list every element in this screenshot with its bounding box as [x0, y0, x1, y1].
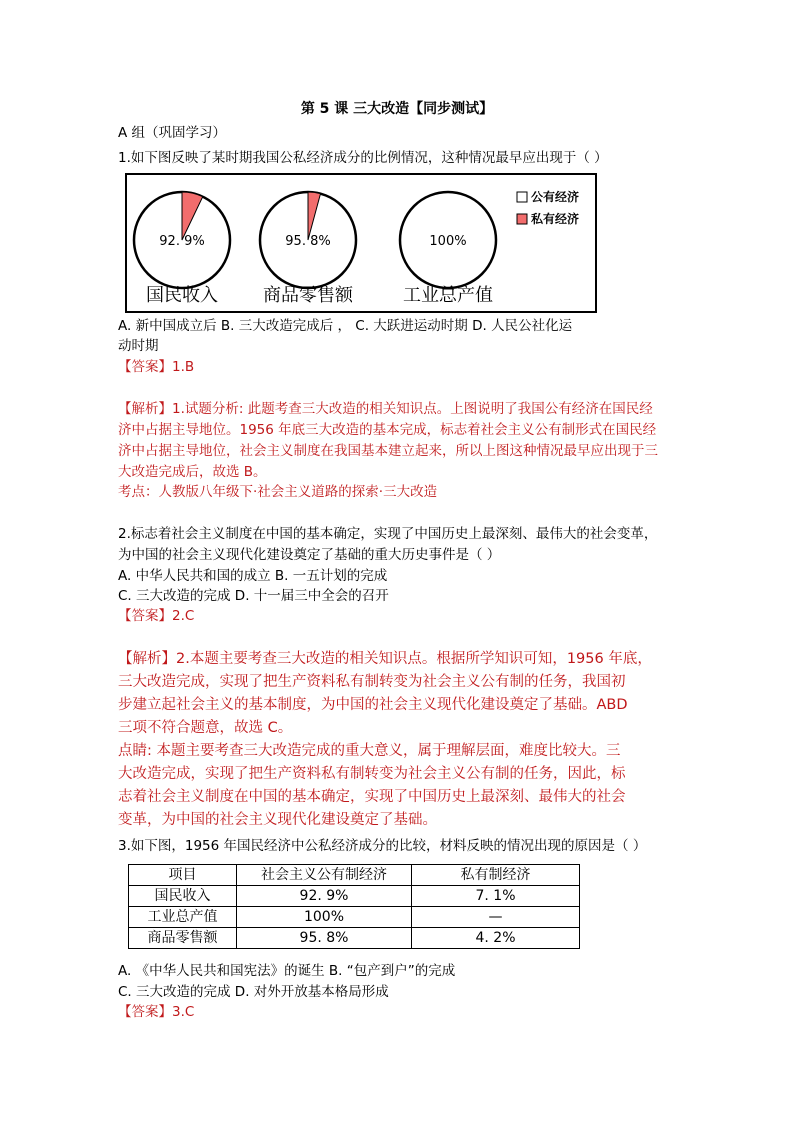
q1-analysis-line: 【解析】1.试题分析: 此题考查三大改造的相关知识点。上图说明了我国公有经济在国民经: [118, 401, 653, 417]
legend-private-label: 私有经济: [531, 212, 580, 226]
group-heading: A 组（巩固学习）: [118, 125, 227, 141]
pie-category-label: 商品零售额: [263, 285, 353, 306]
q2-answer: 【答案】2.C: [118, 608, 195, 624]
q1-analysis-line: 济中占据主导地位，社会主义制度在我国基本建立起来，所以上图这种情况最早应出现于三: [118, 443, 658, 459]
pie-category-label: 工业总产值: [403, 285, 493, 306]
q2-analysis-line: 大改造完成，实现了把生产资料私有制转变为社会主义公有制的任务，因此，标: [118, 766, 626, 782]
table-header-cell: 项目: [129, 865, 237, 886]
table-cell: 95. 8%: [237, 928, 412, 949]
table-cell: 92. 9%: [237, 886, 412, 907]
q2-options-line: C. 三大改造的完成 D. 十一届三中全会的召开: [118, 588, 389, 604]
q1-pie-chart-figure: [125, 173, 597, 313]
q2-analysis-line: 三大改造完成，实现了把生产资料私有制转变为社会主义公有制的任务，我国初: [118, 674, 626, 690]
q1-answer: 【答案】1.B: [118, 359, 195, 375]
legend-public-swatch: [517, 192, 527, 202]
q2-analysis-line: 志着社会主义制度在中国的基本确定，实现了中国历史上最深刻、最伟大的社会: [118, 789, 626, 805]
q1-analysis-point: 考点：人教版八年级下·社会主义道路的探索·三大改造: [118, 484, 438, 500]
q2-analysis-line: 三项不符合题意，故选 C。: [118, 720, 293, 736]
q1-options-line2: 动时期: [118, 338, 159, 354]
q2-stem-line: 2.标志着社会主义制度在中国的基本确定，实现了中国历史上最深刻、最伟大的社会变革，: [118, 526, 658, 542]
pie-value-label: 95. 8%: [285, 234, 331, 249]
q2-analysis-line: 点睛: 本题主要考查三大改造完成的重大意义，属于理解层面，难度比较大。三: [118, 743, 621, 759]
table-cell: 工业总产值: [129, 907, 237, 928]
q3-stem: 3.如下图，1956 年国民经济中公私经济成分的比较，材料反映的情况出现的原因是（ ）: [118, 838, 647, 854]
table-cell: 7. 1%: [412, 886, 580, 907]
pie-value-label: 92. 9%: [159, 234, 205, 249]
legend-public-label: 公有经济: [531, 190, 580, 204]
q1-analysis-line: 济中占据主导地位。1956 年底三大改造的基本完成，标志着社会主义公有制形式在国民经: [118, 422, 657, 438]
q1-analysis-line: 大改造完成后，故选 B。: [118, 464, 267, 480]
q2-analysis-line: 步建立起社会主义的基本制度，为中国的社会主义现代化建设奠定了基础。ABD: [118, 697, 628, 713]
q3-options-line: C. 三大改造的完成 D. 对外开放基本格局形成: [118, 984, 389, 1000]
q3-answer: 【答案】3.C: [118, 1004, 195, 1020]
q3-options-line: A. 《中华人民共和国宪法》的诞生 B. “包产到户”的完成: [118, 963, 456, 979]
table-cell: —: [412, 907, 580, 928]
q2-analysis-line: 【解析】2.本题主要考查三大改造的相关知识点。根据所学知识可知，1956 年底，: [118, 651, 652, 667]
table-header-cell: 社会主义公有制经济: [237, 865, 412, 886]
table-cell: 商品零售额: [129, 928, 237, 949]
q2-options-line: A. 中华人民共和国的成立 B. 一五计划的完成: [118, 568, 388, 584]
table-cell: 100%: [237, 907, 412, 928]
table-cell: 4. 2%: [412, 928, 580, 949]
pie-category-label: 国民收入: [146, 285, 218, 306]
q3-comparison-table: [128, 864, 580, 949]
pie-value-label: 100%: [429, 234, 467, 249]
q1-options-line1: A. 新中国成立后 B. 三大改造完成后 ， C. 大跃进运动时期 D. 人民公社化运: [118, 318, 573, 334]
table-cell: 国民收入: [129, 886, 237, 907]
legend-private-swatch: [517, 214, 527, 224]
q2-analysis-line: 变革，为中国的社会主义现代化建设奠定了基础。: [118, 812, 437, 828]
table-header-cell: 私有制经济: [412, 865, 580, 886]
page-title: 第 5 课 三大改造【同步测试】: [300, 101, 494, 117]
q2-stem-line: 为中国的社会主义现代化建设奠定了基础的重大历史事件是（ ）: [118, 547, 501, 563]
q1-stem: 1.如下图反映了某时期我国公私经济成分的比例情况，这种情况最早应出现于（ ）: [118, 150, 608, 166]
